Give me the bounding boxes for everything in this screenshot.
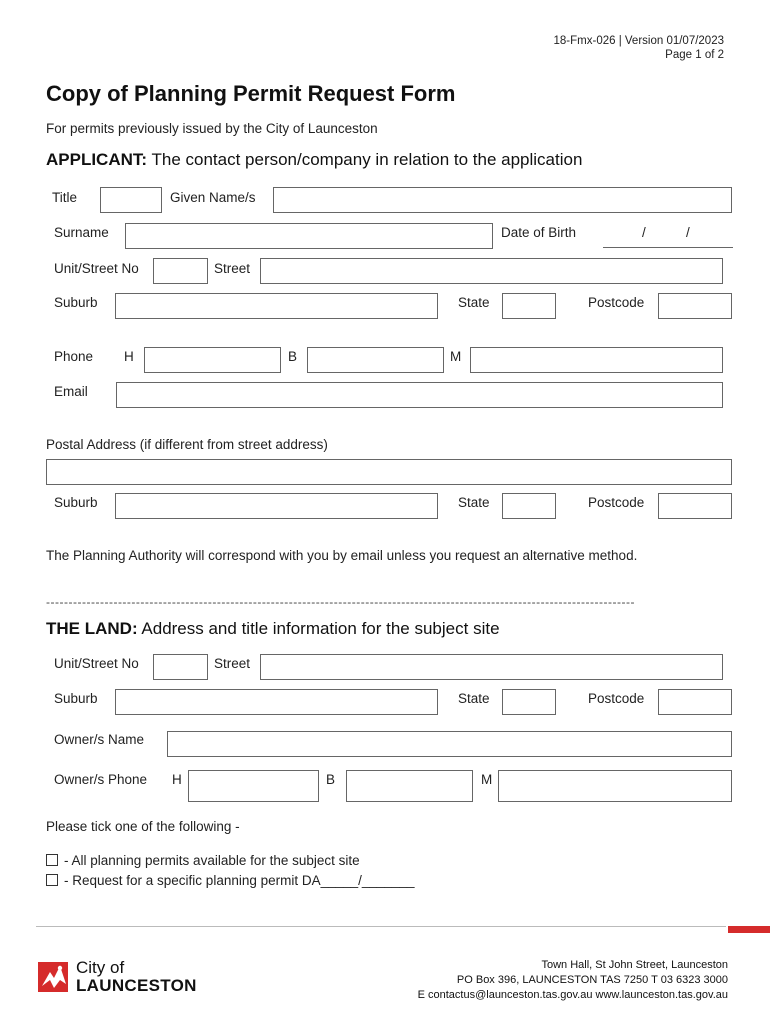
postcode-field[interactable] [658,293,732,319]
page-title: Copy of Planning Permit Request Form [46,81,456,106]
applicant-heading [46,150,582,170]
suburb-label: Suburb [54,295,98,310]
applicant-heading-bold: APPLICANT: [46,150,148,169]
title-field[interactable] [100,187,162,213]
footer-contact-line: E contactus@launceston.tas.gov.au www.launceston.tas.gov.au [417,989,728,1001]
street-field[interactable] [260,258,723,284]
city-of-launceston-logo [36,958,216,998]
dob-label: Date of Birth [501,225,577,240]
owner-name-label: Owner/s Name [54,732,145,747]
land-street-field[interactable] [260,654,723,680]
land-suburb-field[interactable] [115,689,438,715]
land-unit-street-no-field[interactable] [153,654,208,680]
postal-state-label: State [458,495,490,510]
phone-home-field[interactable] [144,347,281,373]
email-field[interactable] [116,382,723,408]
tick-prompt: Please tick one of the following - [46,819,240,834]
form-version: 18-Fmx-026 | Version 01/07/2023 [553,35,724,47]
owner-phone-home-label: H [172,772,182,787]
owner-phone-business-field[interactable] [346,770,473,802]
dob-separator-2: / [686,225,690,240]
dob-field[interactable] [603,247,733,248]
street-label: Street [214,261,251,276]
footer-accent-bar [728,926,770,933]
land-postcode-field[interactable] [658,689,732,715]
surname-field[interactable] [125,223,493,249]
footer-divider [36,926,726,927]
applicant-heading-text: The contact person/company in relation to the application [147,150,583,169]
phone-home-label: H [124,349,134,364]
given-names-label: Given Name/s [170,190,256,205]
postcode-label: Postcode [588,295,645,310]
land-state-label: State [458,691,490,706]
phone-label: Phone [54,349,94,364]
phone-business-label: B [288,349,298,364]
page-number: Page 1 of 2 [665,49,724,61]
land-suburb-label: Suburb [54,691,98,706]
land-unit-street-no-label: Unit/Street No [54,656,139,671]
owner-phone-mobile-label: M [481,772,493,787]
land-heading-text: Address and title information for the subject site [137,619,500,638]
option-all-permits-label: - All planning permits available for the subject site [64,853,360,868]
owner-phone-mobile-field[interactable] [498,770,732,802]
land-heading-bold: THE LAND: [46,619,138,638]
option-specific-permit-label: - Request for a specific planning permit DA_____/_______ [64,873,415,888]
option-specific-permit[interactable] [46,873,414,888]
land-postcode-label: Postcode [588,691,645,706]
logo-emblem-icon [36,958,72,996]
state-label: State [458,295,490,310]
dob-separator-1: / [642,225,646,240]
postal-postcode-field[interactable] [658,493,732,519]
land-state-field[interactable] [502,689,556,715]
postal-postcode-label: Postcode [588,495,645,510]
document-reference [554,34,724,62]
phone-mobile-field[interactable] [470,347,723,373]
unit-street-no-label: Unit/Street No [54,261,139,276]
option-all-permits[interactable] [46,853,360,868]
logo-name-text: LAUNCESTON [76,976,197,995]
page-subtitle: For permits previously issued by the City of Launceston [46,121,378,136]
postal-suburb-label: Suburb [54,495,98,510]
footer-address-line2: PO Box 396, LAUNCESTON TAS 7250 T 03 6323 3000 [456,974,728,986]
surname-label: Surname [54,225,109,240]
suburb-field[interactable] [115,293,438,319]
footer-address [418,958,728,1003]
footer-address-line1: Town Hall, St John Street, Launceston [541,959,728,971]
phone-mobile-label: M [450,349,462,364]
option-specific-permit-checkbox[interactable] [46,874,58,886]
logo-city-text: City of [76,958,125,977]
email-label: Email [54,384,88,399]
section-divider: ----------------------------------------------------------------------------------------------------------------------------------- [46,595,635,609]
land-street-label: Street [214,656,251,671]
correspondence-note: The Planning Authority will correspond with you by email unless you request an alternative method. [46,548,638,563]
postal-state-field[interactable] [502,493,556,519]
owner-name-field[interactable] [167,731,732,757]
land-heading [46,619,500,639]
postal-address-field[interactable] [46,459,732,485]
owner-phone-business-label: B [326,772,336,787]
option-all-permits-checkbox[interactable] [46,854,58,866]
postal-suburb-field[interactable] [115,493,438,519]
title-label: Title [52,190,78,205]
phone-business-field[interactable] [307,347,444,373]
postal-address-label: Postal Address (if different from street address) [46,437,328,452]
state-field[interactable] [502,293,556,319]
owner-phone-home-field[interactable] [188,770,319,802]
given-names-field[interactable] [273,187,732,213]
owner-phone-label: Owner/s Phone [54,772,148,787]
unit-street-no-field[interactable] [153,258,208,284]
